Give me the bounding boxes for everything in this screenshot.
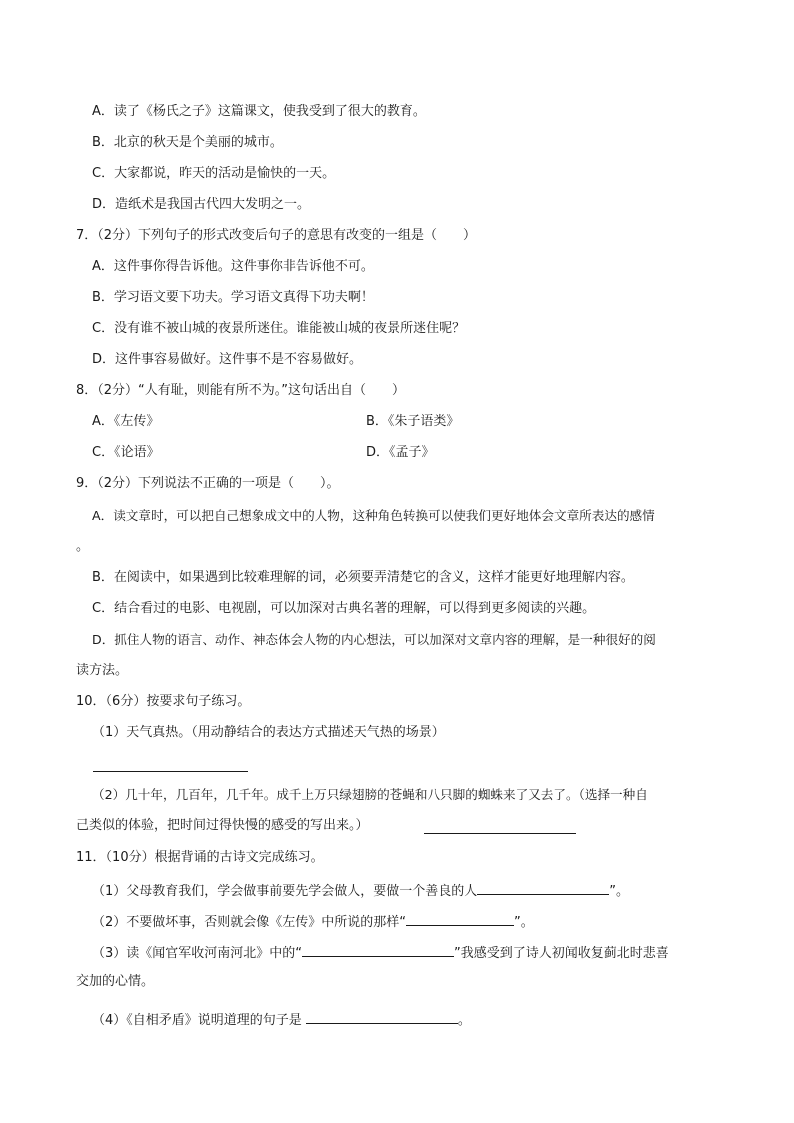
- q8-option-b: B．《朱子语类》: [366, 414, 460, 429]
- q9-option-c: C．结合看过的电影、电视剧，可以加深对古典名著的理解，可以得到更多阅读的兴趣。: [92, 601, 596, 616]
- q11-item-3: [92, 942, 669, 963]
- q9-option-d: D．抓住人物的语言、动作、神态体会人物的内心想法，可以加深对文章内容的理解，是一种很好的阅: [92, 632, 656, 647]
- q8-stem: 8．（2分）“人有耻，则能有所不为。”这句话出自（ ）: [76, 383, 406, 398]
- q10-item-2: （2）几十年，几百年，几千年。成千上万只绿翅膀的苍蝇和八只脚的蜘蛛来了又去了。（选择一种自: [92, 787, 648, 802]
- q11-item-3-cont: 交加的心情。: [76, 974, 155, 989]
- q11-item-2-suffix: ”。: [514, 915, 534, 930]
- q11-stem: 11．（10分）根据背诵的古诗文完成练习。: [76, 850, 324, 865]
- q11-item-1: [92, 880, 629, 901]
- q11-blank-3[interactable]: [302, 942, 454, 957]
- q8-option-a: A．《左传》: [92, 414, 160, 429]
- q11-blank-1[interactable]: [477, 880, 609, 895]
- q9-option-a-cont: 。: [76, 539, 90, 554]
- q8-option-d: D．《孟子》: [366, 445, 435, 460]
- q10-stem: 10．（6分）按要求句子练习。: [76, 694, 251, 709]
- q7-option-c: C．没有谁不被山城的夜景所迷住。谁能被山城的夜景所迷住呢？: [92, 321, 466, 336]
- q7-stem: 7．（2分）下列句子的形式改变后句子的意思有改变的一组是（ ）: [76, 228, 477, 243]
- q7-option-a: A．这件事你得告诉他。这件事你非告诉他不可。: [92, 259, 374, 274]
- q10-answer-blank-2[interactable]: [424, 833, 576, 834]
- q11-item-1-suffix: ”。: [609, 884, 630, 899]
- q9-option-a: A．读文章时，可以把自己想象成文中的人物，这种角色转换可以使我们更好地体会文章所表达的感情: [92, 508, 655, 523]
- q10-item-2-cont: [76, 817, 369, 835]
- q11-item-4-suffix: 。: [457, 1013, 471, 1028]
- q10-item-1: （1）天气真热。（用动静结合的表达方式描述天气热的场景）: [92, 725, 445, 740]
- q11-item-1-prefix: （1）父母教育我们，学会做事前要先学会做人，要做一个善良的人: [92, 884, 478, 899]
- q11-item-3-prefix: （3）读《闻官军收河南河北》中的“: [92, 946, 303, 961]
- q11-item-2-prefix: （2）不要做坏事，否则就会像《左传》中所说的那样“: [92, 915, 407, 930]
- q11-blank-2[interactable]: [406, 911, 514, 926]
- q9-option-b: B．在阅读中，如果遇到比较难理解的词，必须要弄清楚它的含义，这样才能更好地理解内容。: [92, 570, 634, 585]
- q11-blank-4[interactable]: [306, 1009, 458, 1024]
- q11-item-4-prefix: （4）《自相矛盾》说明道理的句子是: [92, 1013, 302, 1028]
- q7-option-b: B．学习语文要下功夫。学习语文真得下功夫啊！: [92, 290, 374, 305]
- q10-answer-blank-1[interactable]: [93, 771, 248, 772]
- q6-option-c: C．大家都说，昨天的活动是愉快的一天。: [92, 166, 336, 181]
- q6-option-a: A．读了《杨氏之子》这篇课文，使我受到了很大的教育。: [92, 104, 426, 119]
- q11-item-2: [92, 911, 534, 932]
- q6-option-b: B．北京的秋天是个美丽的城市。: [92, 135, 283, 150]
- q9-option-d-cont: 读方法。: [76, 663, 129, 678]
- q11-item-3-suffix: ”我感受到了诗人初闻收复蓟北时悲喜: [454, 946, 669, 961]
- q9-stem: 9．（2分）下列说法不正确的一项是（ ）。: [76, 476, 340, 491]
- q7-option-d: D．这件事容易做好。这件事不是不容易做好。: [92, 352, 363, 367]
- q11-item-4: [92, 1009, 471, 1030]
- q6-option-d: D．造纸术是我国古代四大发明之一。: [92, 197, 311, 212]
- q10-item-2-text: 己类似的体验，把时间过得快慢的感受的写出来。）: [76, 818, 369, 833]
- q8-option-c: C．《论语》: [92, 445, 160, 460]
